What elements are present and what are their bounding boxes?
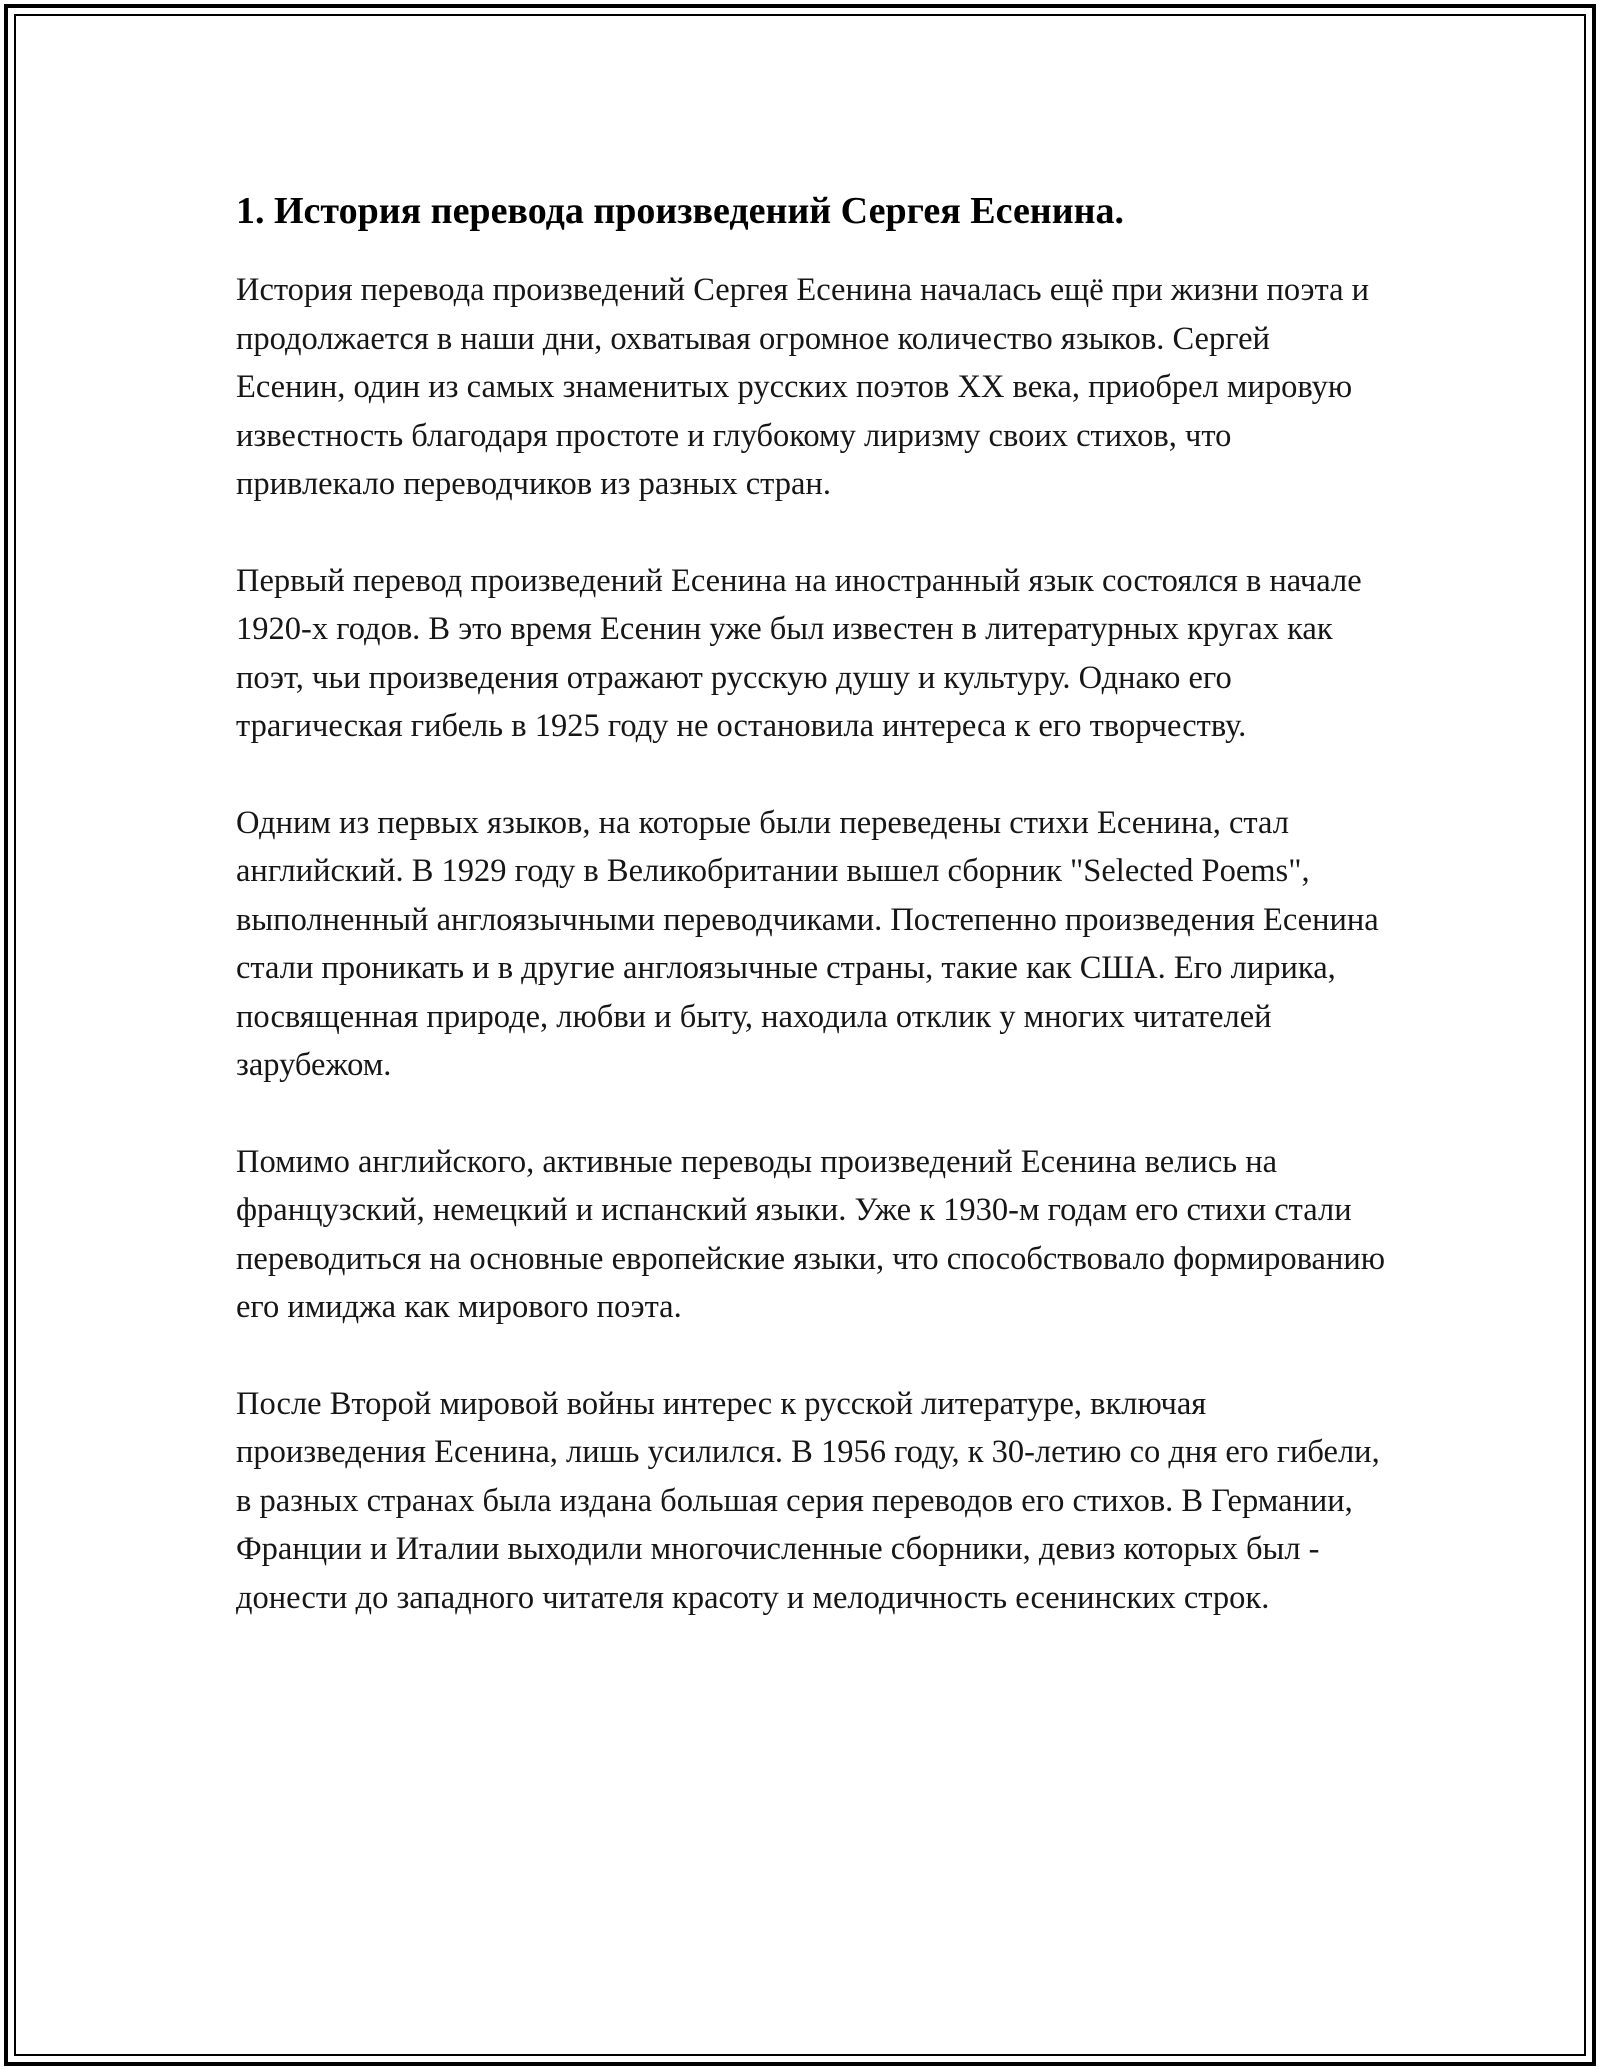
- paragraph-4: Помимо английского, активные переводы произведений Есенина велись на французский, немецкий и испанский языки. Уже к 1930-м годам его стихи стали переводиться на основные европейские языки, что способствовало формированию его имиджа как мирового поэта.: [236, 1143, 1386, 1325]
- document-body: [236, 186, 1386, 1622]
- paragraph-5: После Второй мировой войны интерес к русской литературе, включая произведения Есенина, лишь усилился. В 1956 году, к 30-летию со дня его гибели, в разных странах была издана большая серия переводов его стихов. В Германии, Франции и Италии выходили многочисленные сборники, девиз которых был - донести до западного читателя красоту и мелодичность есенинских строк.: [236, 1385, 1380, 1616]
- paragraph-3: Одним из первых языков, на которые были переведены стихи Есенина, стал английский. В 1929 году в Великобритании вышел сборник "Selected Poems", выполненный англоязычными переводчиками. Постепенно произведения Есенина стали проникать и в другие англоязычные страны, такие как США. Его лирика, посвященная природе, любви и быту, находила отклик у многих читателей зарубежом.: [236, 804, 1379, 1083]
- paragraph-1: История перевода произведений Сергея Есенина началась ещё при жизни поэта и продолжается в наши дни, охватывая огромное количество языков. Сергей Есенин, один из самых знаменитых русских поэтов XX века, приобрел мировую известность благодаря простоте и глубокому лиризму своих стихов, что привлекало переводчиков из разных стран.: [236, 272, 1370, 502]
- paragraph-2: Первый перевод произведений Есенина на иностранный язык состоялся в начале 1920-х годов. В это время Есенин уже был известен в литературных кругах как поэт, чьи произведения отражают русскую душу и культуру. Однако его трагическая гибель в 1925 году не остановила интереса к его творчеству.: [236, 562, 1362, 744]
- section-heading: 1. История перевода произведений Сергея Есенина.: [236, 190, 1124, 232]
